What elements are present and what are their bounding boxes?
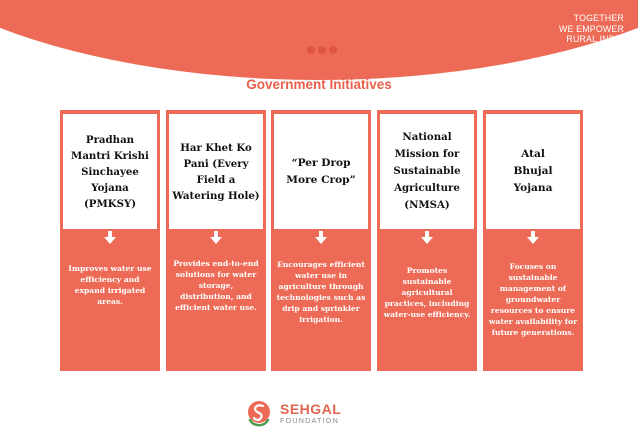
initiative-name: Atal Bhujal Yojana: [486, 114, 580, 229]
dot-icon: [318, 46, 326, 54]
initiative-name: Har Khet Ko Pani (Every Field a Watering Hole): [169, 114, 263, 229]
header-arc-background: [0, 0, 638, 80]
initiative-card-har-khet-ko-pani: [166, 110, 266, 371]
initiative-description: Provides end-to-end solutions for water storage, distribution, and efficient water use.: [173, 258, 259, 312]
page-title: Government Initiatives: [246, 77, 392, 92]
initiative-description: Promotes sustainable agricultural practices, including water-use efficiency.: [383, 265, 471, 319]
initiative-description: Improves water use efficiency and expand irrigated areas.: [68, 264, 152, 306]
initiative-name: “Per Drop More Crop”: [274, 114, 368, 229]
sehgal-foundation-logo: [246, 400, 341, 428]
initiative-name-box: [60, 110, 160, 233]
down-arrow-icon: [104, 231, 116, 245]
decorative-dots: [307, 46, 337, 54]
tagline-line-1: TOGETHER: [573, 13, 624, 23]
initiative-name: National Mission for Sustainable Agriculture (NMSA): [380, 114, 474, 229]
dot-icon: [307, 46, 315, 54]
initiative-description-box: [483, 233, 583, 371]
down-arrow-icon: [421, 231, 433, 245]
down-arrow-icon: [527, 231, 539, 245]
dot-icon: [329, 46, 337, 54]
initiative-description-box: [271, 233, 371, 371]
initiative-card-pmksy: [60, 110, 160, 371]
initiative-name: Pradhan Mantri Krishi Sinchayee Yojana (PMKSY): [63, 114, 157, 229]
tagline-line-2: WE EMPOWER: [558, 23, 624, 34]
down-arrow-icon: [315, 231, 327, 245]
initiative-name-box: [271, 110, 371, 233]
initiative-card-atal-bhujal-yojana: [483, 110, 583, 371]
initiative-name-box: [166, 110, 266, 233]
initiative-description-box: [60, 233, 160, 371]
initiative-description-box: [377, 233, 477, 371]
initiative-card-nmsa: [377, 110, 477, 371]
initiative-card-per-drop-more-crop: [271, 110, 371, 371]
logo-subtitle: FOUNDATION: [280, 416, 339, 425]
initiative-description: Focuses on sustainable management of groundwater resources to ensure water availability for future generations.: [488, 261, 578, 337]
tagline: [559, 13, 624, 45]
initiative-description-box: [166, 233, 266, 371]
tagline-line-3: RURAL INDIA: [566, 34, 624, 44]
initiative-name-box: [483, 110, 583, 233]
down-arrow-icon: [210, 231, 222, 245]
sehgal-logo-icon: [246, 400, 272, 428]
logo-name: SEHGAL: [280, 401, 342, 417]
initiative-name-box: [377, 110, 477, 233]
initiative-description: Encourages efficient water use in agriculture through technologies such as drip and sprinkler irrigation.: [276, 260, 366, 324]
